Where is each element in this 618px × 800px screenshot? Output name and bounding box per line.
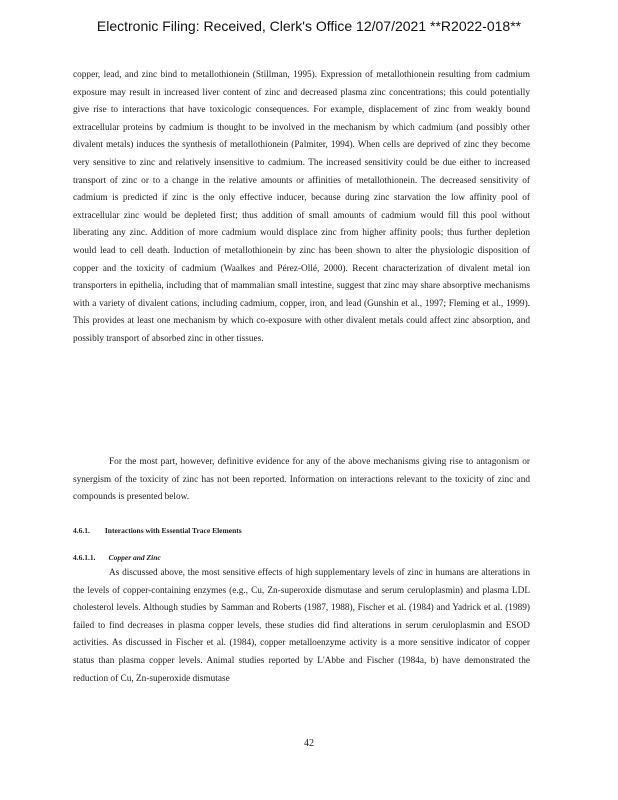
page-number: 42 (304, 738, 314, 749)
section-number: 4.6.1.1. (73, 553, 96, 562)
paragraph-text: copper, lead, and zinc bind to metallothionein (Stillman, 1995). Expression of metallothionein resulting from cadmium exposure may result in increased liver content of zinc and decreased plasma zinc concentrations; this could potentially give rise to interactions that have toxicologic consequences. For example, displacement of zinc from weakly bound extracellular proteins by cadmium is thought to be involved in the mechanism by which cadmium (and possibly other divalent metals) induces the synthesis of metallothionein (Palmiter, 1994). When cells are deprived of zinc they become very sensitive to zinc and relatively insensitive to cadmium. The increased sensitivity could be due either to increased transport of zinc or to a change in the relative amounts or affinities of metallothionein. The decreased sensitivity of cadmium is predicted if zinc is the only effective inducer, because during zinc starvation the low affinity pool of extracellular zinc would be depleted first; thus addition of small amounts of cadmium would fill this pool without liberating any zinc. Addition of more cadmium would displace zinc from higher affinity pools; thus further depletion would lead to cell death. Induction of metallothionein by zinc has been shown to alter the physiologic disposition of copper and the toxicity of cadmium (Waalkes and Pérez-Ollé, 2000). Recent characterization of divalent metal ion transporters in epithelia, including that of mammalian small intestine, suggest that zinc may share absorptive mechanisms with a variety of divalent cations, including cadmium, copper, iron, and lead (Gunshin et al., 1997; Fleming et al., 1999). This provides at least one mechanism by which co-exposure with other divalent metals could affect zinc absorption, and possibly transport of absorbed zinc in other tissues. (73, 70, 530, 344)
section-heading-4-6-1-1 (73, 553, 161, 562)
paragraph-metallothionein (73, 67, 530, 349)
paragraph-text: For the most part, however, definitive evidence for any of the above mechanisms giving rise to antagonism or synergism of the toxicity of zinc has not been reported. Information on interactions relevant to the toxicity of zinc and compounds is presented below. (73, 457, 530, 503)
section-heading-4-6-1 (73, 526, 242, 535)
section-title: Interactions with Essential Trace Elements (104, 526, 242, 535)
section-title: Copper and Zinc (108, 553, 161, 562)
paragraph-text: As discussed above, the most sensitive effects of high supplementary levels of zinc in humans are alterations in the levels of copper-containing enzymes (e.g., Cu, Zn-superoxide dismutase and serum ceruloplasmin) and plasma LDL cholesterol levels. Although studies by Samman and Roberts (1987, 1988), Fischer et al. (1984) and Yadrick et al. (1989) failed to find decreases in plasma copper levels, these studies did find alterations in serum ceruloplasmin and ESOD activities. As discussed in Fischer et al. (1984), copper metalloenzyme activity is a more sensitive indicator of copper status than plasma copper levels. Animal studies reported by L'Abbe and Fischer (1984a, b) have demonstrated the reduction of Cu, Zn-superoxide dismutase (73, 568, 530, 684)
filing-header: Electronic Filing: Received, Clerk's Office 12/07/2021 **R2022-018** (96, 18, 522, 34)
section-number: 4.6.1. (73, 526, 90, 535)
paragraph-definitive-evidence (73, 454, 530, 507)
paragraph-copper-zinc (73, 565, 530, 688)
